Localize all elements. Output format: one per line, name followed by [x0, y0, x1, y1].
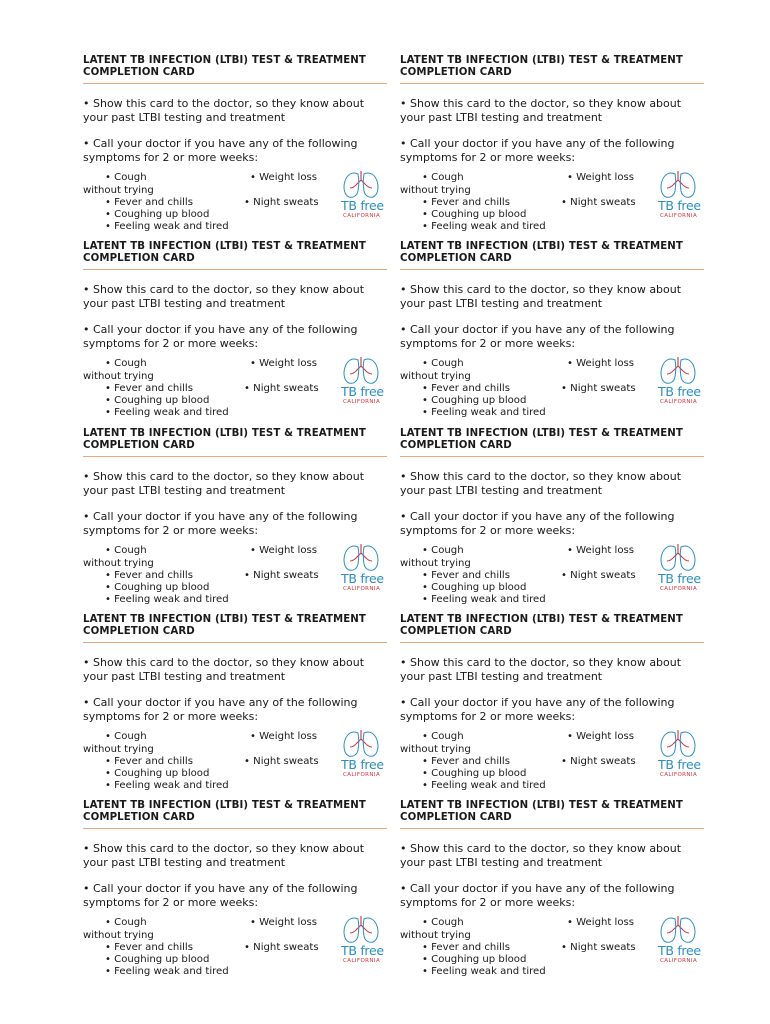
logo-california-text: CALIFORNIA — [660, 772, 698, 778]
show-card-instruction: • Show this card to the doctor, so they know about your past LTBI testing and treatment — [83, 283, 365, 310]
logo-tb-free-text — [341, 385, 384, 398]
title-divider — [400, 83, 704, 84]
tb-free-california-logo — [656, 728, 700, 780]
lungs-icon — [659, 355, 697, 385]
completion-card — [83, 800, 387, 980]
card-title-line2: COMPLETION CARD — [400, 253, 512, 264]
symptom-weight-loss: • Weight loss — [567, 358, 635, 369]
symptom-cough: • Cough — [105, 545, 147, 556]
symptom-cough: • Cough — [105, 172, 147, 183]
show-card-instruction: • Show this card to the doctor, so they know about your past LTBI testing and treatment — [400, 470, 682, 497]
symptom-fever: • Fever and chills — [105, 196, 193, 208]
card-title-line1: LATENT TB INFECTION (LTBI) TEST & TREATMENT — [83, 800, 366, 811]
card-title — [400, 614, 704, 638]
symptom-feeling-weak: • Feeling weak and tired — [422, 780, 546, 791]
card-title-line1: LATENT TB INFECTION (LTBI) TEST & TREATMENT — [400, 800, 683, 811]
symptom-feeling-weak: • Feeling weak and tired — [422, 594, 546, 605]
symptom-weight-loss: • Weight loss — [567, 917, 635, 928]
completion-card — [83, 55, 387, 235]
call-doctor-instruction: • Call your doctor if you have any of the following symptoms for 2 or more weeks: — [400, 882, 675, 909]
logo-tb-word: TB — [341, 571, 357, 586]
logo-tb-free-text — [658, 385, 701, 398]
title-divider — [83, 269, 387, 270]
card-title-line2: COMPLETION CARD — [83, 440, 195, 451]
logo-tb-free-text — [341, 572, 384, 585]
symptom-coughing-blood: • Coughing up blood — [422, 209, 527, 220]
logo-california-text: CALIFORNIA — [660, 586, 698, 592]
logo-free-word: free — [677, 384, 701, 399]
show-card-instruction: • Show this card to the doctor, so they know about your past LTBI testing and treatment — [83, 470, 365, 497]
symptom-cough: • Cough — [422, 545, 464, 556]
show-card-instruction: • Show this card to the doctor, so they know about your past LTBI testing and treatment — [400, 97, 682, 124]
title-divider — [400, 269, 704, 270]
logo-free-word: free — [677, 198, 701, 213]
call-doctor-instruction: • Call your doctor if you have any of the following symptoms for 2 or more weeks: — [400, 137, 675, 164]
call-doctor-instruction: • Call your doctor if you have any of the following symptoms for 2 or more weeks: — [400, 510, 675, 537]
card-title-line1: LATENT TB INFECTION (LTBI) TEST & TREATMENT — [400, 428, 683, 439]
logo-california-text: CALIFORNIA — [343, 772, 381, 778]
logo-california-text: CALIFORNIA — [660, 213, 698, 219]
show-card-instruction: • Show this card to the doctor, so they know about your past LTBI testing and treatment — [83, 97, 365, 124]
symptom-fever: • Fever and chills — [105, 941, 193, 953]
symptom-night-sweats: • Night sweats — [561, 755, 636, 767]
lungs-icon — [342, 355, 380, 385]
call-doctor-instruction: • Call your doctor if you have any of the following symptoms for 2 or more weeks: — [83, 882, 358, 909]
symptom-fever: • Fever and chills — [105, 755, 193, 767]
symptom-weight-loss: • Weight loss — [250, 545, 318, 556]
symptom-cough: • Cough — [422, 172, 464, 183]
symptom-without-trying: without trying — [83, 929, 154, 941]
logo-tb-word: TB — [658, 198, 674, 213]
symptom-without-trying: without trying — [400, 557, 471, 569]
call-doctor-instruction: • Call your doctor if you have any of the following symptoms for 2 or more weeks: — [83, 696, 358, 723]
symptom-without-trying: without trying — [83, 184, 154, 196]
logo-california-text: CALIFORNIA — [343, 958, 381, 964]
logo-tb-word: TB — [341, 943, 357, 958]
card-title-line1: LATENT TB INFECTION (LTBI) TEST & TREATMENT — [400, 614, 683, 625]
symptom-without-trying: without trying — [83, 743, 154, 755]
logo-tb-free-text — [341, 944, 384, 957]
card-title-line2: COMPLETION CARD — [83, 626, 195, 637]
symptom-coughing-blood: • Coughing up blood — [105, 768, 210, 779]
logo-free-word: free — [677, 757, 701, 772]
symptom-night-sweats: • Night sweats — [244, 569, 319, 581]
logo-tb-free-text — [658, 758, 701, 771]
completion-card — [400, 800, 704, 980]
title-divider — [83, 828, 387, 829]
title-divider — [83, 642, 387, 643]
card-title-line1: LATENT TB INFECTION (LTBI) TEST & TREATMENT — [400, 241, 683, 252]
symptom-without-trying: without trying — [400, 929, 471, 941]
symptom-cough: • Cough — [422, 917, 464, 928]
logo-tb-word: TB — [341, 757, 357, 772]
symptom-weight-loss: • Weight loss — [567, 545, 635, 556]
tb-free-california-logo — [339, 914, 383, 966]
call-doctor-instruction: • Call your doctor if you have any of the following symptoms for 2 or more weeks: — [400, 323, 675, 350]
symptom-cough: • Cough — [422, 731, 464, 742]
symptom-night-sweats: • Night sweats — [244, 196, 319, 208]
symptom-feeling-weak: • Feeling weak and tired — [422, 221, 546, 232]
title-divider — [83, 83, 387, 84]
logo-california-text: CALIFORNIA — [343, 586, 381, 592]
card-title — [83, 800, 387, 824]
logo-free-word: free — [360, 757, 384, 772]
card-title — [83, 55, 387, 79]
show-card-instruction: • Show this card to the doctor, so they know about your past LTBI testing and treatment — [83, 656, 365, 683]
show-card-instruction: • Show this card to the doctor, so they know about your past LTBI testing and treatment — [400, 842, 682, 869]
completion-card — [400, 241, 704, 421]
logo-free-word: free — [360, 198, 384, 213]
symptom-without-trying: without trying — [400, 184, 471, 196]
tb-free-california-logo — [339, 355, 383, 407]
tb-free-california-logo — [656, 542, 700, 594]
logo-tb-word: TB — [341, 384, 357, 399]
tb-free-california-logo — [656, 355, 700, 407]
symptom-fever: • Fever and chills — [422, 941, 510, 953]
lungs-icon — [342, 728, 380, 758]
lungs-icon — [659, 169, 697, 199]
title-divider — [400, 642, 704, 643]
logo-free-word: free — [677, 943, 701, 958]
lungs-icon — [342, 914, 380, 944]
tb-free-california-logo — [339, 169, 383, 221]
completion-card — [83, 428, 387, 608]
card-title-line1: LATENT TB INFECTION (LTBI) TEST & TREATMENT — [400, 55, 683, 66]
symptom-coughing-blood: • Coughing up blood — [105, 954, 210, 965]
symptom-feeling-weak: • Feeling weak and tired — [105, 407, 229, 418]
lungs-icon — [342, 542, 380, 572]
symptom-feeling-weak: • Feeling weak and tired — [422, 407, 546, 418]
logo-tb-word: TB — [658, 943, 674, 958]
completion-card — [83, 241, 387, 421]
symptom-fever: • Fever and chills — [422, 382, 510, 394]
symptom-cough: • Cough — [105, 917, 147, 928]
card-title — [400, 428, 704, 452]
symptom-night-sweats: • Night sweats — [561, 196, 636, 208]
symptom-fever: • Fever and chills — [422, 569, 510, 581]
symptom-weight-loss: • Weight loss — [250, 731, 318, 742]
tb-free-california-logo — [339, 728, 383, 780]
symptom-night-sweats: • Night sweats — [561, 382, 636, 394]
logo-tb-word: TB — [658, 571, 674, 586]
logo-california-text: CALIFORNIA — [343, 399, 381, 405]
symptom-feeling-weak: • Feeling weak and tired — [422, 966, 546, 977]
lungs-icon — [342, 169, 380, 199]
symptom-weight-loss: • Weight loss — [567, 731, 635, 742]
symptom-feeling-weak: • Feeling weak and tired — [105, 966, 229, 977]
show-card-instruction: • Show this card to the doctor, so they know about your past LTBI testing and treatment — [83, 842, 365, 869]
symptom-fever: • Fever and chills — [105, 382, 193, 394]
lungs-icon — [659, 914, 697, 944]
symptom-fever: • Fever and chills — [422, 196, 510, 208]
card-title-line2: COMPLETION CARD — [400, 812, 512, 823]
card-title — [400, 241, 704, 265]
symptom-coughing-blood: • Coughing up blood — [422, 768, 527, 779]
lungs-icon — [659, 542, 697, 572]
symptom-night-sweats: • Night sweats — [561, 941, 636, 953]
symptom-cough: • Cough — [105, 731, 147, 742]
completion-card — [400, 614, 704, 794]
card-title-line1: LATENT TB INFECTION (LTBI) TEST & TREATMENT — [83, 614, 366, 625]
completion-card — [400, 55, 704, 235]
title-divider — [400, 456, 704, 457]
card-title-line2: COMPLETION CARD — [400, 67, 512, 78]
logo-tb-free-text — [658, 572, 701, 585]
call-doctor-instruction: • Call your doctor if you have any of the following symptoms for 2 or more weeks: — [83, 137, 358, 164]
card-title-line1: LATENT TB INFECTION (LTBI) TEST & TREATMENT — [83, 428, 366, 439]
logo-free-word: free — [360, 943, 384, 958]
logo-tb-free-text — [341, 758, 384, 771]
symptom-without-trying: without trying — [400, 743, 471, 755]
symptom-night-sweats: • Night sweats — [244, 941, 319, 953]
symptom-coughing-blood: • Coughing up blood — [105, 209, 210, 220]
completion-card — [83, 614, 387, 794]
logo-free-word: free — [360, 571, 384, 586]
show-card-instruction: • Show this card to the doctor, so they know about your past LTBI testing and treatment — [400, 656, 682, 683]
card-title-line1: LATENT TB INFECTION (LTBI) TEST & TREATMENT — [83, 241, 366, 252]
card-title — [83, 241, 387, 265]
symptom-feeling-weak: • Feeling weak and tired — [105, 594, 229, 605]
symptom-feeling-weak: • Feeling weak and tired — [105, 221, 229, 232]
card-title-line2: COMPLETION CARD — [83, 67, 195, 78]
logo-california-text: CALIFORNIA — [660, 958, 698, 964]
call-doctor-instruction: • Call your doctor if you have any of the following symptoms for 2 or more weeks: — [83, 323, 358, 350]
symptom-without-trying: without trying — [400, 370, 471, 382]
logo-tb-free-text — [658, 199, 701, 212]
card-title-line2: COMPLETION CARD — [400, 626, 512, 637]
symptom-coughing-blood: • Coughing up blood — [105, 582, 210, 593]
symptom-weight-loss: • Weight loss — [250, 172, 318, 183]
title-divider — [83, 456, 387, 457]
symptom-coughing-blood: • Coughing up blood — [105, 395, 210, 406]
logo-free-word: free — [677, 571, 701, 586]
call-doctor-instruction: • Call your doctor if you have any of the following symptoms for 2 or more weeks: — [83, 510, 358, 537]
tb-free-california-logo — [339, 542, 383, 594]
symptom-cough: • Cough — [422, 358, 464, 369]
symptom-night-sweats: • Night sweats — [244, 382, 319, 394]
tb-free-california-logo — [656, 914, 700, 966]
card-title-line2: COMPLETION CARD — [83, 812, 195, 823]
title-divider — [400, 828, 704, 829]
card-title — [83, 614, 387, 638]
tb-free-california-logo — [656, 169, 700, 221]
symptom-night-sweats: • Night sweats — [244, 755, 319, 767]
logo-tb-word: TB — [658, 384, 674, 399]
symptom-weight-loss: • Weight loss — [250, 358, 318, 369]
logo-free-word: free — [360, 384, 384, 399]
symptom-weight-loss: • Weight loss — [567, 172, 635, 183]
logo-tb-word: TB — [658, 757, 674, 772]
card-title-line2: COMPLETION CARD — [83, 253, 195, 264]
logo-tb-word: TB — [341, 198, 357, 213]
symptom-feeling-weak: • Feeling weak and tired — [105, 780, 229, 791]
symptom-weight-loss: • Weight loss — [250, 917, 318, 928]
symptom-without-trying: without trying — [83, 557, 154, 569]
completion-card — [400, 428, 704, 608]
symptom-coughing-blood: • Coughing up blood — [422, 954, 527, 965]
card-title — [400, 55, 704, 79]
card-title — [83, 428, 387, 452]
card-title — [400, 800, 704, 824]
logo-tb-free-text — [341, 199, 384, 212]
logo-california-text: CALIFORNIA — [343, 213, 381, 219]
logo-tb-free-text — [658, 944, 701, 957]
symptom-coughing-blood: • Coughing up blood — [422, 395, 527, 406]
card-title-line2: COMPLETION CARD — [400, 440, 512, 451]
card-title-line1: LATENT TB INFECTION (LTBI) TEST & TREATMENT — [83, 55, 366, 66]
symptom-without-trying: without trying — [83, 370, 154, 382]
symptom-coughing-blood: • Coughing up blood — [422, 582, 527, 593]
show-card-instruction: • Show this card to the doctor, so they know about your past LTBI testing and treatment — [400, 283, 682, 310]
symptom-fever: • Fever and chills — [105, 569, 193, 581]
call-doctor-instruction: • Call your doctor if you have any of the following symptoms for 2 or more weeks: — [400, 696, 675, 723]
symptom-night-sweats: • Night sweats — [561, 569, 636, 581]
symptom-fever: • Fever and chills — [422, 755, 510, 767]
logo-california-text: CALIFORNIA — [660, 399, 698, 405]
symptom-cough: • Cough — [105, 358, 147, 369]
lungs-icon — [659, 728, 697, 758]
